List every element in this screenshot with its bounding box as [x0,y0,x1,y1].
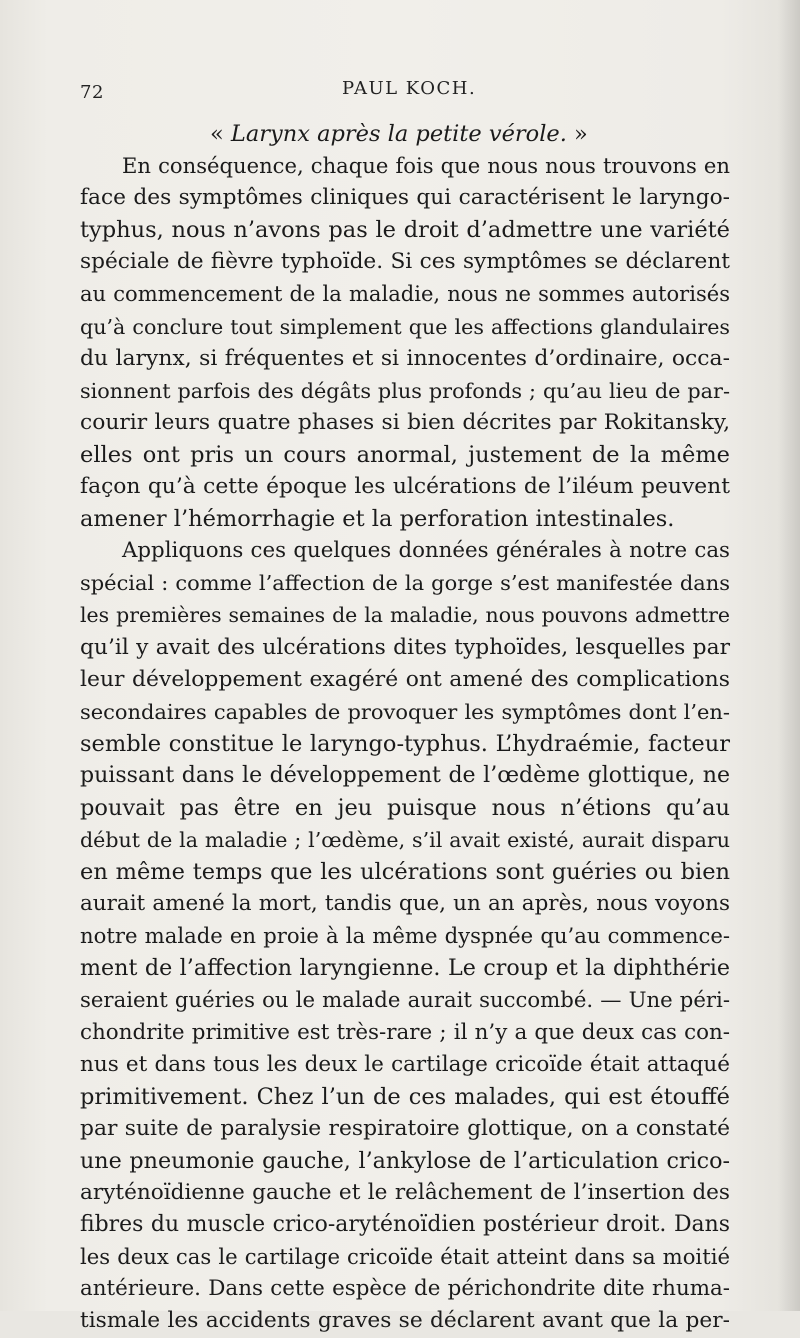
paragraph-1 [80,150,730,535]
open-quote: « [210,121,231,147]
text-line: spéciale de fièvre typhoïde. Si ces symptômes se déclarent [80,249,730,275]
text-line: début de la maladie ; l’œdème, s’il avait existé, aurait disparu [80,828,730,853]
quoted-title: Larynx après la petite vérole. [230,121,567,147]
text-line: les premières semaines de la maladie, nous pouvons admettre [80,603,730,628]
text-line: seraient guéries ou le malade aurait succombé. — Une péri- [80,987,730,1013]
text-line: aurait amené la mort, tandis que, un an après, nous voyons [80,891,730,917]
running-head: PAUL KOCH. [342,78,477,99]
text-line: leur développement exagéré ont amené des complications [80,666,730,692]
spine-shadow [778,0,800,1311]
text-line: façon qu’à cette époque les ulcérations de l’iléum peuvent [80,474,730,500]
text-line: qu’à conclure tout simplement que les affections glandulaires [80,314,730,339]
quoted-title-line [80,118,730,150]
text-line: par suite de paralysie respiratoire glottique, on a constaté [80,1115,730,1141]
text-line: antérieure. Dans cette espèce de périchondrite dite rhuma- [80,1276,730,1302]
text-line: courir leurs quatre phases si bien décrites par Rokitansky, [80,409,730,435]
text-line: sionnent parfois des dégâts plus profonds ; qu’au lieu de par- [80,378,730,403]
text-line: nus et dans tous les deux le cartilage cricoïde était attaqué [80,1051,730,1077]
text-line: secondaires capables de provoquer les symptômes dont l’en- [80,699,730,724]
text-line: primitivement. Chez l’un de ces malades, qui est étouffé [80,1083,730,1110]
text-line: pouvait pas être en jeu puisque nous n’étions qu’au [80,794,730,821]
text-line: face des symptômes cliniques qui caractérisent le laryngo- [80,185,730,211]
text-line: en même temps que les ulcérations sont guéries ou bien [80,859,730,886]
body-text [80,118,730,1338]
text-line: ment de l’affection laryngienne. Le croup et la diphthérie [80,955,730,982]
text-line: qu’il y avait des ulcérations dites typhoïdes, lesquelles par [80,634,730,660]
text-line: semble constitue le laryngo-typhus. L’hydraémie, facteur [80,730,730,757]
text-line: aryténoïdienne gauche et le relâchement de l’insertion des [80,1180,730,1206]
page-number: 72 [80,82,104,103]
text-line: elles ont pris un cours anormal, justement de la même [80,441,730,468]
text-line: puissant dans le développement de l’œdème glottique, ne [80,762,730,788]
page-header [80,76,730,106]
text-line: du larynx, si fréquentes et si innocentes d’ordinaire, occa- [80,345,730,371]
text-line: les deux cas le cartilage cricoïde était atteint dans sa moitié [80,1244,730,1270]
paragraph-2 [80,535,730,1337]
text-line: notre malade en proie à la même dyspnée qu’au commence- [80,923,730,949]
text-line: une pneumonie gauche, l’ankylose de l’articulation crico- [80,1148,730,1174]
text-line: typhus, nous n’avons pas le droit d’admettre une variété [80,217,730,244]
text-line: spécial : comme l’affection de la gorge s’est manifestée dans [80,571,730,596]
text-line: tismale les accidents graves se déclarent avant que la per- [80,1308,730,1334]
text-line: chondrite primitive est très-rare ; il n’y a que deux cas con- [80,1019,730,1045]
close-quote: » [566,121,588,147]
text-line: En conséquence, chaque fois que nous nous trouvons en [122,153,730,179]
text-line: amener l’hémorrhagie et la perforation intestinales. [80,506,675,533]
text-line: Appliquons ces quelques données générales à notre cas [122,538,730,564]
text-line: au commencement de la maladie, nous ne sommes autorisés [80,281,730,307]
text-line: fibres du muscle crico-aryténoïdien postérieur droit. Dans [80,1212,730,1238]
